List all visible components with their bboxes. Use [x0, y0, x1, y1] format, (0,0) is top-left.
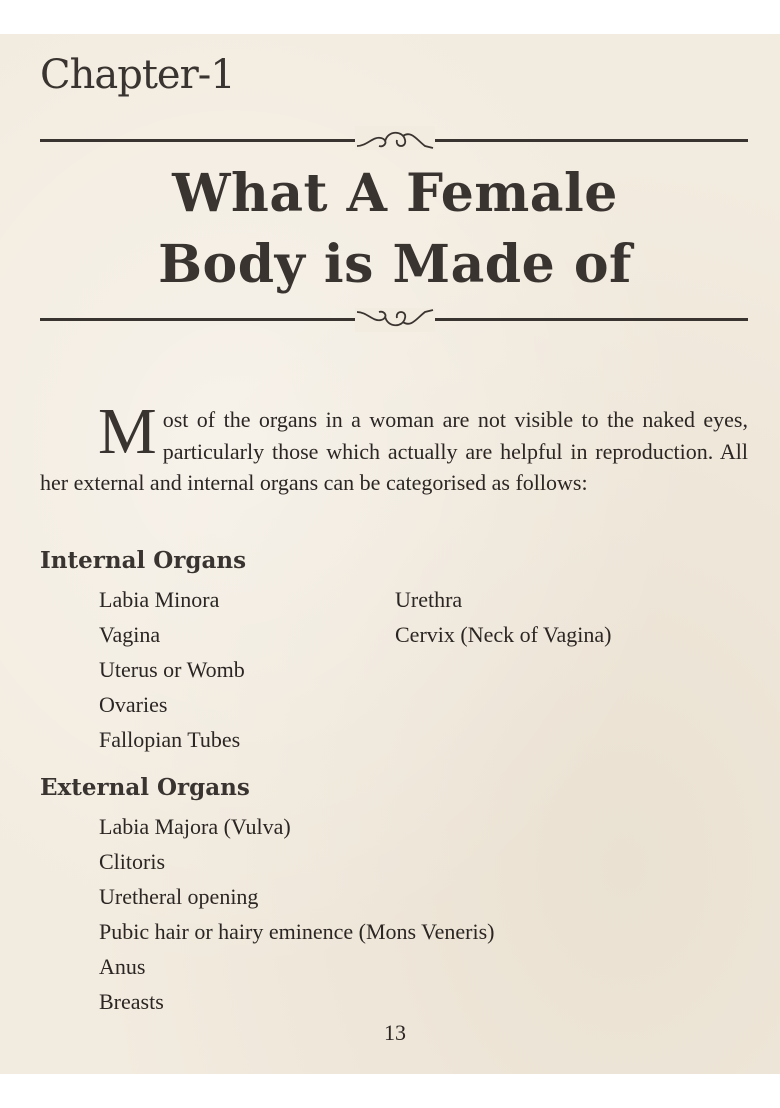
chapter-label: Chapter-1: [40, 52, 235, 98]
list-item: Uretheral opening: [99, 884, 259, 909]
title-line-2: Body is Made of: [158, 234, 632, 295]
page-number: 13: [384, 1020, 406, 1045]
list-item: Anus: [99, 954, 146, 979]
ornament-icon: [355, 308, 435, 332]
list-item: Uterus or Womb: [99, 657, 245, 682]
title-line-1: What A Female: [172, 163, 618, 224]
list-item: Clitoris: [99, 849, 166, 874]
external-organs-heading: External Organs: [40, 774, 250, 801]
list-item: Vagina: [99, 622, 161, 647]
list-item: Fallopian Tubes: [99, 727, 241, 752]
list-item: Breasts: [99, 989, 164, 1014]
list-item: Urethra: [395, 587, 463, 612]
list-item: Ovaries: [99, 692, 168, 717]
list-item: Cervix (Neck of Vagina): [395, 622, 612, 647]
intro-text: ost of the organs in a woman are not visible to the naked eyes, particularly those which actually are helpful in reproduction. All her external and internal organs can be categorised as follows:: [40, 407, 748, 495]
drop-cap: M: [98, 395, 157, 468]
intro-paragraph: [40, 395, 748, 499]
ornament-icon: [355, 126, 435, 150]
list-item: Pubic hair or hairy eminence (Mons Veneris): [99, 919, 495, 944]
list-item: Labia Majora (Vulva): [99, 814, 291, 839]
list-item: Labia Minora: [99, 587, 220, 612]
internal-organs-heading: Internal Organs: [40, 547, 247, 574]
